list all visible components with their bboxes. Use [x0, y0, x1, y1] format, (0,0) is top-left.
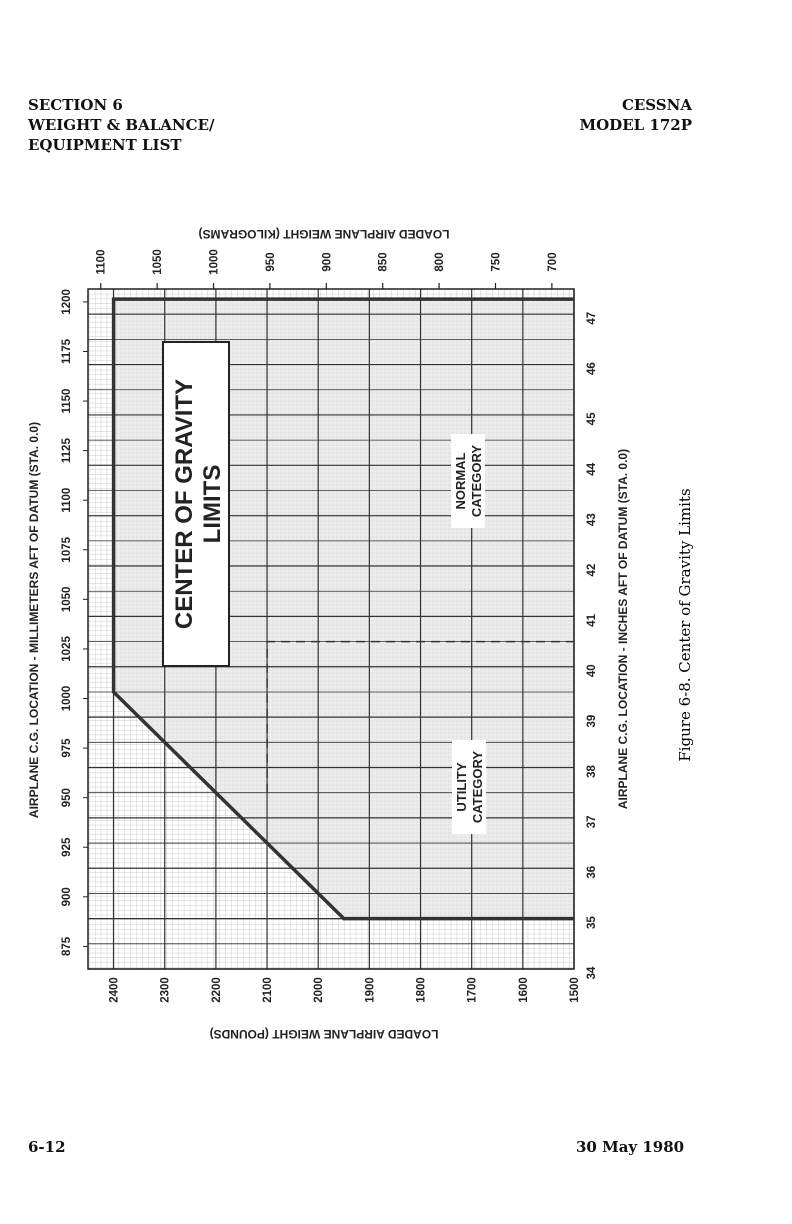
y-tick-label: 2200: [210, 977, 223, 1003]
y2-tick-label: 1050: [152, 249, 165, 275]
x2-tick-label: 950: [61, 788, 73, 808]
x-tick-label: 46: [586, 362, 598, 375]
footer-date: 30 May 1980: [576, 1138, 685, 1156]
x2-axis-title: AIRPLANE C.G. LOCATION - MILLIMETERS AFT OF DATUM (STA. 0.0): [27, 421, 41, 819]
y-tick-label: 1800: [415, 977, 428, 1003]
y-tick-label: 1900: [364, 977, 377, 1003]
x-tick-label: 44: [586, 462, 598, 476]
x-tick-label: 34: [586, 966, 598, 980]
x2-tick-label: 1125: [61, 438, 73, 464]
y-tick-label: 2300: [159, 977, 172, 1003]
x-tick-label: 37: [586, 815, 598, 829]
x2-tick-label: 975: [61, 738, 73, 758]
y-tick-label: 1700: [466, 977, 479, 1003]
header-line: CESSNA: [621, 96, 692, 114]
header-line: EQUIPMENT LIST: [28, 136, 182, 154]
x2-tick-label: 875: [61, 936, 73, 956]
x-tick-label: 35: [586, 916, 598, 930]
y-tick-label: 1600: [517, 977, 530, 1003]
x2-tick-label: 1000: [61, 685, 73, 712]
utility-category-label: UTILITY: [454, 762, 469, 812]
y-tick-label: 2400: [108, 977, 121, 1003]
header-line: WEIGHT & BALANCE/: [28, 116, 215, 134]
x-tick-label: 39: [586, 714, 598, 728]
y2-tick-label: 900: [321, 252, 334, 272]
header-line: SECTION 6: [28, 96, 123, 114]
x2-tick-label: 1175: [61, 338, 73, 364]
x-tick-label: 38: [586, 765, 598, 778]
x2-tick-label: 900: [61, 887, 73, 907]
y-tick-label: 2100: [262, 977, 275, 1003]
y-axis-title: LOADED AIRPLANE WEIGHT (POUNDS): [209, 1027, 439, 1041]
x-tick-label: 47: [586, 311, 598, 325]
normal-category-label: CATEGORY: [469, 444, 484, 518]
x-tick-label: 45: [586, 412, 598, 426]
x-tick-label: 43: [586, 513, 598, 527]
y2-tick-label: 1100: [95, 249, 108, 275]
y2-tick-label: 750: [490, 252, 503, 272]
y2-axis-title: LOADED AIRPLANE WEIGHT (KILOGRAMS): [198, 227, 450, 241]
y2-tick-label: 700: [546, 252, 559, 272]
header-line: MODEL 172P: [579, 116, 692, 134]
y2-tick-label: 950: [264, 252, 277, 272]
y2-tick-label: 850: [377, 252, 390, 272]
y-tick-label: 2000: [313, 977, 326, 1003]
normal-category-label: NORMAL: [453, 452, 468, 510]
x2-tick-label: 1100: [61, 487, 73, 513]
chart-title-line: CENTER OF GRAVITY: [171, 378, 198, 630]
x2-tick-label: 925: [61, 837, 73, 857]
x2-tick-label: 1200: [61, 289, 73, 315]
page-number: 6-12: [28, 1138, 66, 1156]
chart-title-line: LIMITS: [199, 464, 226, 544]
x-tick-label: 40: [586, 664, 598, 678]
x2-tick-label: 1150: [61, 388, 73, 414]
y-tick-label: 1500: [569, 977, 581, 1003]
x2-tick-label: 1025: [61, 636, 73, 662]
figure-caption: Figure 6-8. Center of Gravity Limits: [676, 488, 694, 762]
x-axis-title: AIRPLANE C.G. LOCATION - INCHES AFT OF DATUM (STA. 0.0): [616, 448, 630, 810]
y2-tick-label: 800: [434, 252, 447, 272]
x2-tick-label: 1050: [61, 586, 73, 613]
x-tick-label: 42: [586, 563, 598, 577]
x2-tick-label: 1075: [61, 536, 73, 563]
y2-tick-label: 1000: [208, 249, 221, 275]
x-tick-label: 36: [586, 865, 598, 879]
utility-category-label: CATEGORY: [470, 750, 485, 824]
x-tick-label: 41: [586, 614, 598, 627]
